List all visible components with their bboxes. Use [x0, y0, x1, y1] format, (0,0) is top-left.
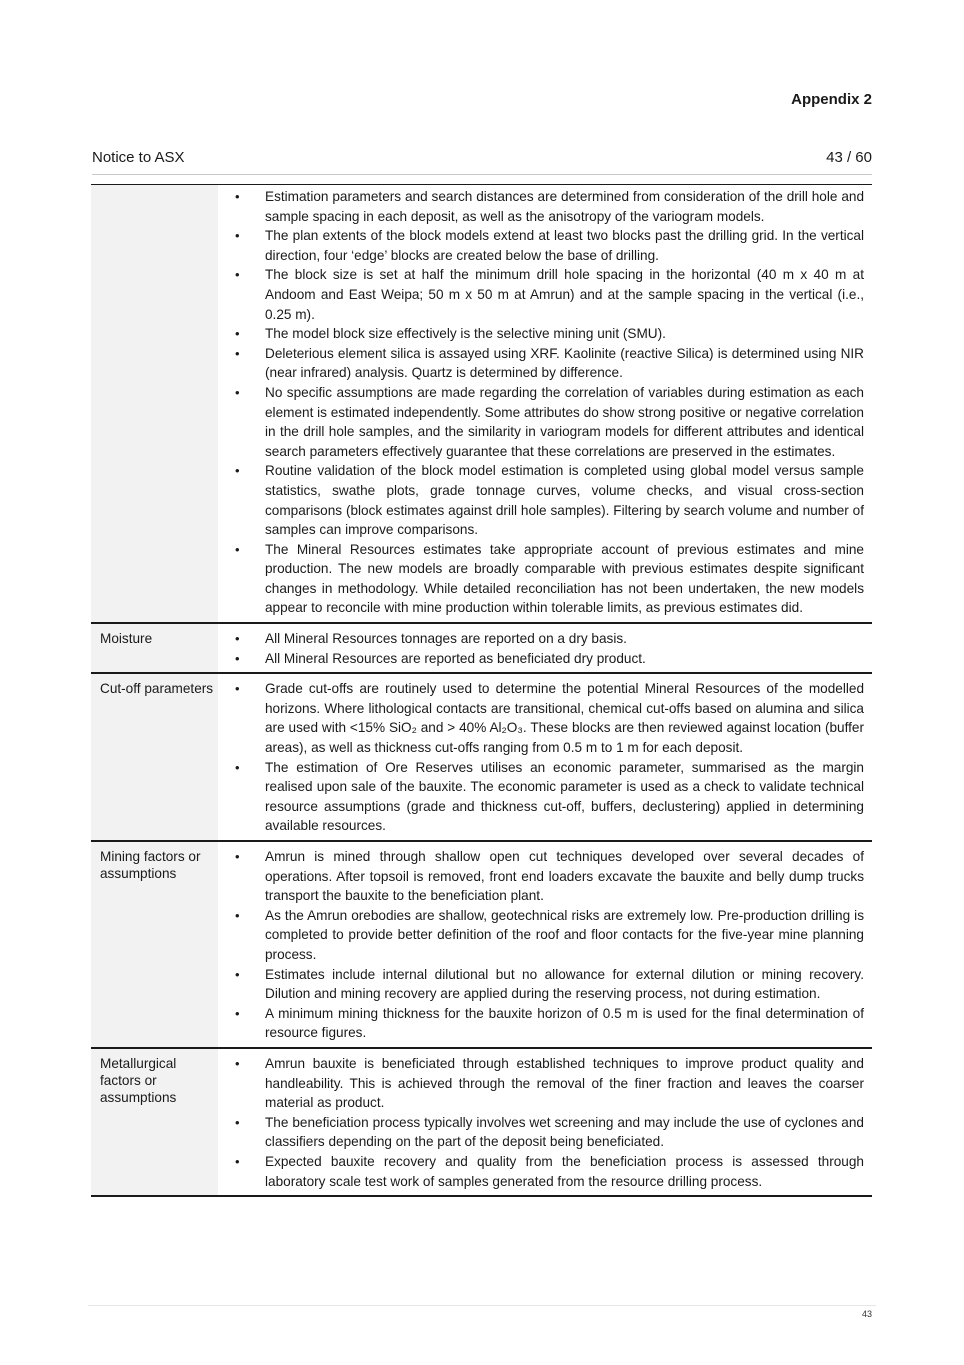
bullet-list: [218, 679, 864, 836]
list-item: • Grade cut-offs are routinely used to determine the potential Mineral Resources of the modelled horizons. Where lithological contacts are transitional, chemical cut-offs based on alumina and silica are used with <15% SiO₂ and > 40% Al₂O₃. These blocks are then reviewed against location (buffer areas), as well as thickness cut-offs ranging from 0.5 m to 1 m for each deposit.: [218, 679, 864, 757]
page-number: 43: [861, 1309, 872, 1319]
list-item: • The block size is set at half the minimum drill hole spacing in the horizontal (40 m x 40 m at Andoom and East Weipa; 50 m x 50 m at Amrun) and at the sample spacing in the vertical (i.e., 0.25 m).: [218, 265, 864, 324]
list-item: • All Mineral Resources are reported as beneficiated dry product.: [218, 649, 864, 669]
table-row: [91, 185, 872, 624]
page-counter: 43 / 60: [826, 149, 872, 166]
table-row: [91, 673, 872, 841]
row-content: [218, 673, 872, 841]
list-item: • As the Amrun orebodies are shallow, geotechnical risks are extremely low. Pre-production drilling is completed to provide better definition of the roof and floor contacts for the five-year mine planning process.: [218, 906, 864, 965]
table-row: [91, 1048, 872, 1196]
row-content: [218, 185, 872, 624]
row-label: Cut-off parameters: [91, 673, 218, 841]
row-content: [218, 1048, 872, 1196]
bullet-list: [218, 1054, 864, 1191]
list-item: • Amrun is mined through shallow open cut techniques developed over several decades of operations. After topsoil is removed, front end loaders excavate the bauxite and belly dump trucks transport the bauxite to the beneficiation plant.: [218, 847, 864, 906]
table-row: [91, 623, 872, 673]
list-item: • Estimation parameters and search distances are determined from consideration of the drill hole and sample spacing in each deposit, as well as the anisotropy of the variogram models.: [218, 187, 864, 226]
list-item: • All Mineral Resources tonnages are reported on a dry basis.: [218, 629, 864, 649]
criteria-table: [91, 184, 872, 1197]
list-item: • Expected bauxite recovery and quality from the beneficiation process is assessed through laboratory scale test work of samples generated from the resource drilling process.: [218, 1152, 864, 1191]
appendix-heading: Appendix 2: [791, 91, 872, 108]
document-title: Notice to ASX: [92, 149, 185, 166]
footer-divider: [88, 1305, 876, 1306]
row-content: [218, 623, 872, 673]
list-item: • Deleterious element silica is assayed using XRF. Kaolinite (reactive Silica) is determined using NIR (near infrared) analysis. Quartz is determined by difference.: [218, 344, 864, 383]
row-label: Moisture: [91, 623, 218, 673]
page-header: [92, 148, 872, 175]
bullet-list: [218, 629, 864, 668]
row-content: [218, 841, 872, 1048]
row-label: Metallurgical factors or assumptions: [91, 1048, 218, 1196]
table-row: [91, 841, 872, 1048]
list-item: • The Mineral Resources estimates take appropriate account of previous estimates and mine production. The new models are broadly comparable with previous estimates despite significant changes in methodology. While detailed reconciliation has not been undertaken, the new models appear to reconcile with mine production within tolerable limits, as previous estimates did.: [218, 540, 864, 618]
bullet-list: [218, 187, 864, 618]
list-item: • Amrun bauxite is beneficiated through established techniques to improve product quality and handleability. This is achieved through the removal of the finer fraction and leaves the coarser material as product.: [218, 1054, 864, 1113]
list-item: • Routine validation of the block model estimation is completed using global model versus sample statistics, swathe plots, grade tonnage curves, volume checks, and visual cross-section comparisons (block estimates against drill hole samples). Filtering by search volume and number of samples can improve comparisons.: [218, 461, 864, 539]
row-label: [91, 185, 218, 624]
list-item: • The beneficiation process typically involves wet screening and may include the use of cyclones and classifiers depending on the part of the deposit being beneficiated.: [218, 1113, 864, 1152]
list-item: • The model block size effectively is the selective mining unit (SMU).: [218, 324, 864, 344]
list-item: • Estimates include internal dilutional but no allowance for external dilution or mining recovery. Dilution and mining recovery are applied during the reserving process, not during estimation.: [218, 965, 864, 1004]
list-item: • The plan extents of the block models extend at least two blocks past the drilling grid. In the vertical direction, four ‘edge’ blocks are created below the base of drilling.: [218, 226, 864, 265]
bullet-list: [218, 847, 864, 1043]
list-item: • The estimation of Ore Reserves utilises an economic parameter, summarised as the margin realised upon sale of the bauxite. The economic parameter is used as a check to validate technical resource assumptions (grade and thickness cut-off, buffers, declustering) applied in determining available resources.: [218, 758, 864, 836]
list-item: • No specific assumptions are made regarding the correlation of variables during estimation as each element is estimated independently. Some attributes do show strong positive or negative correlation in the drill hole samples, and the similarity in variogram models for different attributes and identical search parameters effectively guarantee that these correlations are preserved in the estimates.: [218, 383, 864, 461]
list-item: • A minimum mining thickness for the bauxite horizon of 0.5 m is used for the final determination of resource figures.: [218, 1004, 864, 1043]
row-label: Mining factors or assumptions: [91, 841, 218, 1048]
